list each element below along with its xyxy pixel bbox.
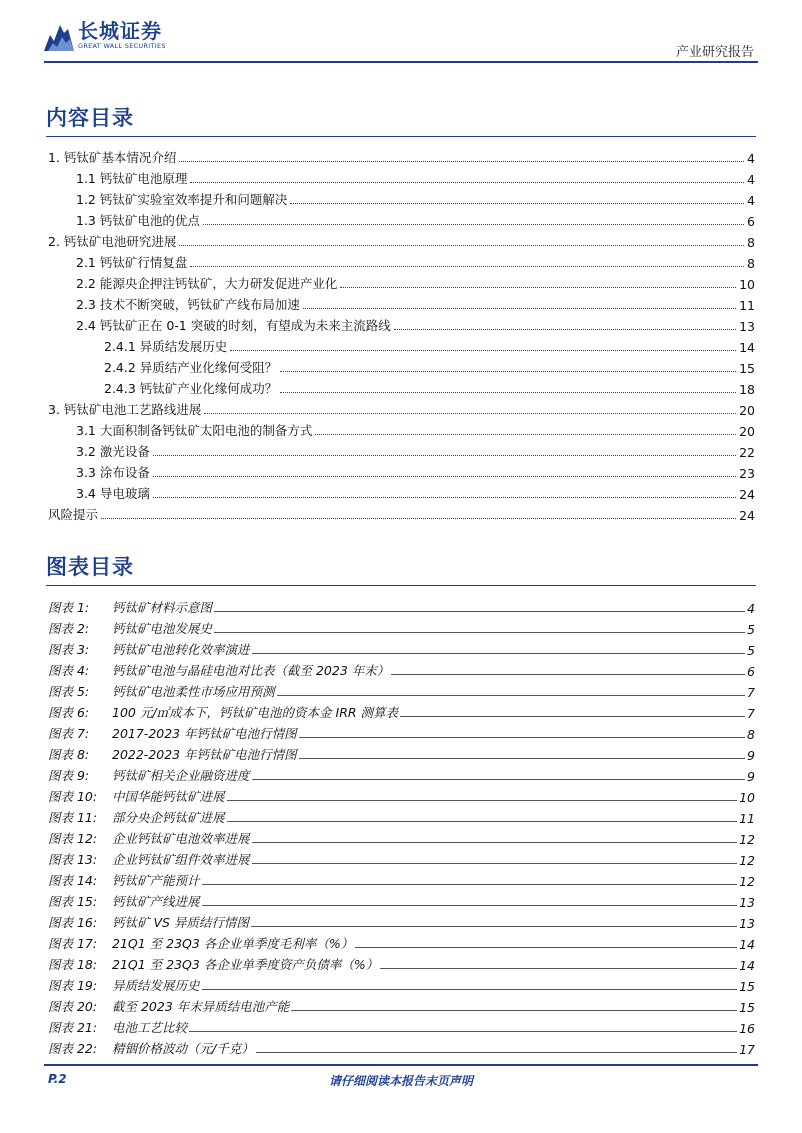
toc-entry-page: 14 [739, 340, 755, 355]
toc-entry-page: 23 [739, 466, 755, 481]
figure-entry[interactable] [48, 679, 755, 700]
figure-entry[interactable] [48, 1015, 755, 1036]
figure-page: 14 [739, 958, 755, 973]
toc-entry-page: 13 [739, 319, 755, 334]
figure-title: 截至 2023 年末异质结电池产能 [112, 999, 290, 1014]
figure-page: 14 [739, 937, 755, 952]
toc-entry-page: 11 [739, 298, 755, 313]
toc-entry-label: 2.4.2 异质结产业化缘何受阻？ [104, 360, 278, 375]
figure-title: 钙钛矿电池转化效率演进 [112, 642, 250, 657]
figure-leader [299, 736, 745, 738]
figure-entry[interactable] [48, 763, 755, 784]
toc-entry-label: 2.4 钙钛矿正在 0-1 突破的时刻，有望成为未来主流路线 [76, 318, 391, 333]
figure-entry[interactable] [48, 637, 755, 658]
toc-leader [290, 202, 744, 204]
figure-page: 5 [747, 643, 755, 658]
figure-number: 图表 1: [48, 600, 90, 615]
figure-page: 15 [739, 1000, 755, 1015]
figure-leader [214, 631, 745, 633]
figure-leader [380, 967, 737, 969]
figure-leader [291, 1009, 737, 1011]
toc-title: 内容目录 [46, 106, 134, 130]
figure-number: 图表 7: [48, 726, 90, 741]
figure-title: 钙钛矿电池与晶硅电池对比表（截至 2023 年末） [112, 663, 390, 678]
toc-entry[interactable] [44, 502, 755, 523]
toc-leader [280, 370, 736, 372]
logo-english-name: GREAT WALL SECURITIES [78, 42, 166, 50]
figure-number: 图表 19: [48, 978, 98, 993]
figure-entry[interactable] [48, 595, 755, 616]
toc-entry-page: 4 [747, 193, 755, 208]
toc-leader [153, 496, 736, 498]
figure-entry[interactable] [48, 721, 755, 742]
company-logo [44, 20, 166, 51]
figure-entry[interactable] [48, 868, 755, 889]
toc-entry-label: 2. 钙钛矿电池研究进展 [48, 234, 177, 249]
figure-title: 2017-2023 年钙钛矿电池行情图 [112, 726, 297, 741]
figure-page: 12 [739, 832, 755, 847]
toc-entry-label: 1.3 钙钛矿电池的优点 [76, 213, 200, 228]
toc-entry-page: 20 [739, 424, 755, 439]
figure-page: 12 [739, 874, 755, 889]
toc-entry-label: 3.2 激光设备 [76, 444, 150, 459]
figure-title: 21Q1 至 23Q3 各企业单季度资产负债率（%） [112, 957, 379, 972]
toc-entry-label: 2.4.3 钙钛矿产业化缘何成功？ [104, 381, 278, 396]
figure-leader [189, 1030, 737, 1032]
toc-entry-page: 4 [747, 151, 755, 166]
figure-entry[interactable] [48, 742, 755, 763]
toc-entry[interactable] [44, 439, 755, 460]
figure-leader [277, 694, 746, 696]
toc-entry-label: 3.3 涂布设备 [76, 465, 150, 480]
figure-number: 图表 11: [48, 810, 98, 825]
toc-leader [190, 265, 744, 267]
toc-entry-page: 24 [739, 487, 755, 502]
toc-entry-label: 3.4 导电玻璃 [76, 486, 150, 501]
figure-title: 中国华能钙钛矿进展 [112, 789, 225, 804]
figure-title: 钙钛矿材料示意图 [112, 600, 213, 615]
figure-entry[interactable] [48, 994, 755, 1015]
figure-page: 5 [747, 622, 755, 637]
figure-number: 图表 12: [48, 831, 98, 846]
figure-number: 图表 8: [48, 747, 90, 762]
toc-entry[interactable] [44, 271, 755, 292]
toc-leader [153, 475, 736, 477]
figure-page: 9 [747, 769, 755, 784]
toc-leader [340, 286, 736, 288]
figure-page: 15 [739, 979, 755, 994]
footer-disclaimer: 请仔细阅读本报告末页声明 [328, 1074, 473, 1088]
toc-entry-page: 6 [747, 214, 755, 229]
figure-leader [227, 820, 738, 822]
toc-entry-page: 18 [739, 382, 755, 397]
toc-entry-page: 10 [739, 277, 755, 292]
toc-leader [179, 244, 744, 246]
great-wall-logo-icon [44, 21, 74, 51]
toc-entry-label: 2.3 技术不断突破，钙钛矿产线布局加速 [76, 297, 300, 312]
figure-entry[interactable] [48, 889, 755, 910]
toc-entry[interactable] [44, 229, 755, 250]
figure-leader [251, 925, 737, 927]
toc-entry[interactable] [44, 250, 755, 271]
toc-leader [280, 391, 736, 393]
toc-entry[interactable] [44, 481, 755, 502]
report-type-label: 产业研究报告 [675, 45, 754, 60]
figure-page: 13 [739, 895, 755, 910]
figures-title-rule [46, 585, 756, 586]
toc-title-rule [46, 136, 756, 137]
toc-leader [190, 181, 744, 183]
figure-leader [299, 757, 745, 759]
toc-entry[interactable] [44, 355, 755, 376]
figure-title: 2022-2023 年钙钛矿电池行情图 [112, 747, 297, 762]
toc-entry-label: 2.1 钙钛矿行情复盘 [76, 255, 188, 270]
figure-entry[interactable] [48, 658, 755, 679]
figure-leader [252, 652, 746, 654]
toc-leader [230, 349, 736, 351]
figure-number: 图表 22: [48, 1041, 98, 1056]
figure-title: 企业钙钛矿电池效率进展 [112, 831, 250, 846]
toc-leader [204, 412, 736, 414]
toc-entry-label: 2.4.1 异质结发展历史 [104, 339, 228, 354]
figures-title: 图表目录 [46, 555, 134, 579]
figure-number: 图表 5: [48, 684, 90, 699]
figure-page: 16 [739, 1021, 755, 1036]
figure-number: 图表 9: [48, 768, 90, 783]
figure-title: 电池工艺比较 [112, 1020, 188, 1035]
toc-leader [203, 223, 744, 225]
figure-page: 6 [747, 664, 755, 679]
toc-entry[interactable] [44, 166, 755, 187]
figure-title: 100 元/㎡成本下，钙钛矿电池的资本金 IRR 测算表 [112, 705, 399, 720]
figure-title: 钙钛矿电池柔性市场应用预测 [112, 684, 275, 699]
figure-number: 图表 18: [48, 957, 98, 972]
toc-entry-page: 8 [747, 235, 755, 250]
figure-page: 17 [739, 1042, 755, 1057]
figure-title: 钙钛矿产线进展 [112, 894, 200, 909]
figure-number: 图表 4: [48, 663, 90, 678]
figure-number: 图表 6: [48, 705, 90, 720]
toc-entry-label: 3.1 大面积制备钙钛矿太阳电池的制备方式 [76, 423, 313, 438]
figure-page: 11 [739, 811, 755, 826]
figure-title: 21Q1 至 23Q3 各企业单季度毛利率（%） [112, 936, 354, 951]
toc-entry-label: 1. 钙钛矿基本情况介绍 [48, 150, 177, 165]
figure-number: 图表 10: [48, 789, 98, 804]
figure-page: 10 [739, 790, 755, 805]
figure-leader [391, 673, 745, 675]
toc-entry[interactable] [44, 292, 755, 313]
toc-entry-label: 3. 钙钛矿电池工艺路线进展 [48, 402, 202, 417]
header-divider [44, 61, 758, 63]
toc-entry-label: 风险提示 [48, 507, 99, 522]
figure-page: 7 [747, 685, 755, 700]
figure-entry[interactable] [48, 784, 755, 805]
toc-leader [315, 433, 736, 435]
figure-title: 钙钛矿产能预计 [112, 873, 200, 888]
toc-leader [101, 517, 736, 519]
toc-entry-page: 15 [739, 361, 755, 376]
figure-leader [400, 715, 745, 717]
toc-entry[interactable] [44, 334, 755, 355]
figure-page: 13 [739, 916, 755, 931]
toc-leader [179, 160, 744, 162]
figure-entry[interactable] [48, 973, 755, 994]
figure-number: 图表 13: [48, 852, 98, 867]
figure-leader [227, 799, 738, 801]
figure-page: 12 [739, 853, 755, 868]
toc-entry-page: 22 [739, 445, 755, 460]
figure-entry[interactable] [48, 700, 755, 721]
toc-entry[interactable] [44, 376, 755, 397]
figure-number: 图表 15: [48, 894, 98, 909]
figure-page: 4 [747, 601, 755, 616]
footer-divider [44, 1064, 758, 1066]
figure-number: 图表 16: [48, 915, 98, 930]
figure-entry[interactable] [48, 805, 755, 826]
figure-title: 异质结发展历史 [112, 978, 200, 993]
figure-leader [202, 883, 738, 885]
toc-entry[interactable] [44, 460, 755, 481]
figure-entry[interactable] [48, 616, 755, 637]
figure-title: 精铟价格波动（元/千克） [112, 1041, 254, 1056]
toc-entry-label: 1.2 钙钛矿实验室效率提升和问题解决 [76, 192, 288, 207]
toc-leader [394, 328, 736, 330]
figure-number: 图表 21: [48, 1020, 98, 1035]
toc-entry-page: 20 [739, 403, 755, 418]
figure-page: 7 [747, 706, 755, 721]
toc-entry[interactable] [44, 418, 755, 439]
toc-entry-label: 1.1 钙钛矿电池原理 [76, 171, 188, 186]
figure-entry[interactable] [48, 826, 755, 847]
toc-entry-label: 2.2 能源央企押注钙钛矿，大力研发促进产业化 [76, 276, 338, 291]
figure-title: 钙钛矿相关企业融资进度 [112, 768, 250, 783]
toc-entry-page: 4 [747, 172, 755, 187]
figure-entry[interactable] [48, 847, 755, 868]
figure-leader [252, 778, 746, 780]
figure-title: 钙钛矿电池发展史 [112, 621, 213, 636]
figure-title: 部分央企钙钛矿进展 [112, 810, 225, 825]
toc-leader [153, 454, 736, 456]
figure-number: 图表 2: [48, 621, 90, 636]
figure-leader [252, 841, 738, 843]
figure-number: 图表 14: [48, 873, 98, 888]
toc-entry-page: 24 [739, 508, 755, 523]
figure-leader [256, 1051, 737, 1053]
toc-entry[interactable] [44, 187, 755, 208]
figure-entry[interactable] [48, 952, 755, 973]
figure-entry[interactable] [48, 931, 755, 952]
figure-title: 企业钙钛矿组件效率进展 [112, 852, 250, 867]
figure-leader [202, 988, 738, 990]
figure-entry[interactable] [48, 910, 755, 931]
figure-page: 9 [747, 748, 755, 763]
toc-entry[interactable] [44, 313, 755, 334]
toc-leader [303, 307, 736, 309]
figure-title: 钙钛矿 VS 异质结行情图 [112, 915, 249, 930]
toc-entry[interactable] [44, 145, 755, 166]
figure-number: 图表 20: [48, 999, 98, 1014]
toc-entry-page: 8 [747, 256, 755, 271]
figure-page: 8 [747, 727, 755, 742]
logo-chinese-name: 长城证券 [78, 19, 162, 43]
page-number: P.2 [48, 1072, 67, 1086]
toc-entry[interactable] [44, 397, 755, 418]
figure-entry[interactable] [48, 1036, 755, 1057]
figure-leader [355, 946, 737, 948]
figure-leader [202, 904, 738, 906]
figure-number: 图表 17: [48, 936, 98, 951]
toc-entry[interactable] [44, 208, 755, 229]
figure-leader [214, 610, 745, 612]
figure-leader [252, 862, 738, 864]
figure-number: 图表 3: [48, 642, 90, 657]
